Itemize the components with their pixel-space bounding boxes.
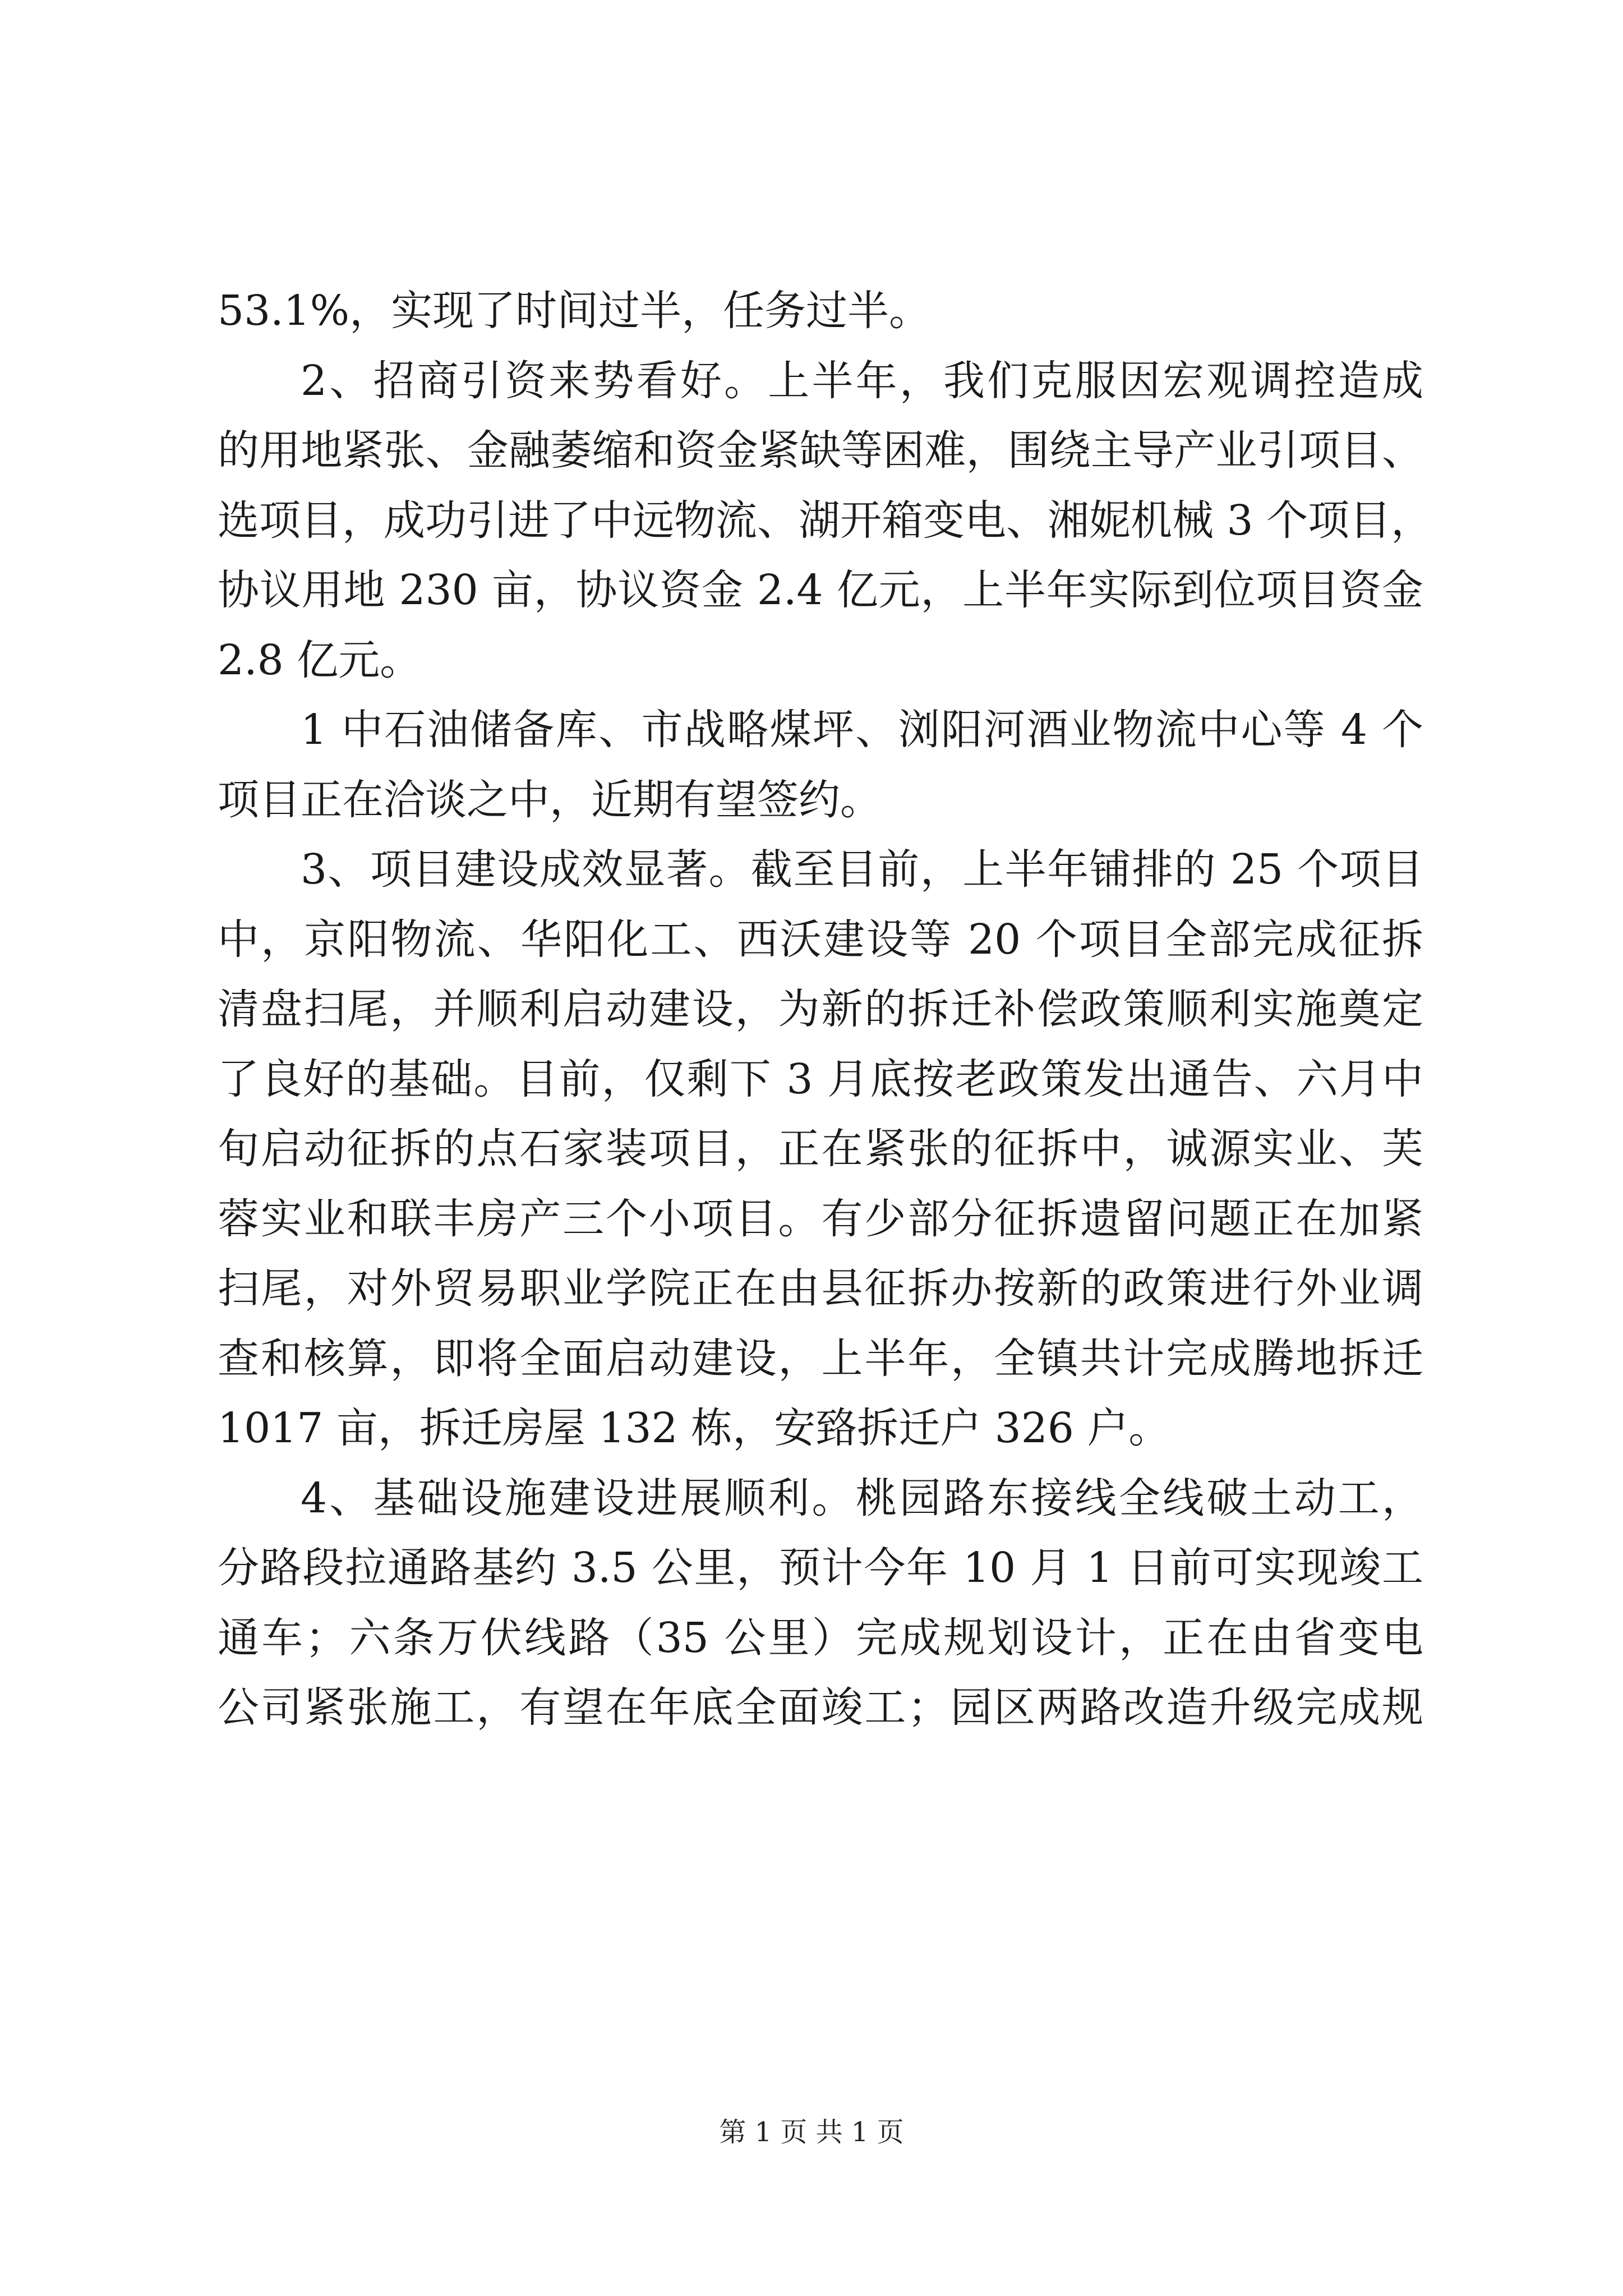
text-line: 的用地紧张、金融萎缩和资金紧缺等困难，围绕主导产业引项目、	[218, 426, 1423, 475]
text-line: 选项目，成功引进了中远物流、湖开箱变电、湘妮机械 3 个项目，	[218, 496, 1433, 545]
text-line: 公司紧张施工，有望在年底全面竣工；园区两路改造升级完成规	[218, 1683, 1423, 1732]
text-line: 1 中石油储备库、市战略煤坪、浏阳河酒业物流中心等 4 个	[301, 706, 1423, 754]
text-line: 2.8 亿元。	[218, 636, 422, 684]
text-line: 项目正在洽谈之中，近期有望签约。	[218, 775, 882, 824]
text-line: 53.1%，实现了时间过半，任务过半。	[218, 287, 931, 335]
text-line: 2、招商引资来势看好。上半年，我们克服因宏观调控造成	[301, 356, 1423, 405]
text-line: 蓉实业和联丰房产三个小项目。有少部分征拆遗留问题正在加紧	[218, 1194, 1423, 1243]
text-line: 3、项目建设成效显著。截至目前，上半年铺排的 25 个项目	[301, 845, 1423, 894]
text-line: 协议用地 230 亩，协议资金 2.4 亿元，上半年实际到位项目资金	[218, 566, 1423, 614]
text-line: 扫尾，对外贸易职业学院正在由县征拆办按新的政策进行外业调	[218, 1264, 1423, 1313]
text-line: 分路段拉通路基约 3.5 公里，预计今年 10 月 1 日前可实现竣工	[218, 1544, 1423, 1592]
text-line: 旬启动征拆的点石家装项目，正在紧张的征拆中，诚源实业、芙	[218, 1125, 1423, 1173]
text-line: 通车；六条万伏线路（35 公里）完成规划设计，正在由省变电	[218, 1613, 1423, 1662]
document-body	[218, 276, 1433, 1743]
text-line: 了良好的基础。目前，仅剩下 3 月底按老政策发出通告、六月中	[218, 1055, 1423, 1103]
text-line: 1017 亩，拆迁房屋 132 栋，安臵拆迁户 326 户。	[218, 1404, 1170, 1452]
text-line: 4、基础设施建设进展顺利。桃园路东接线全线破土动工，	[301, 1474, 1423, 1522]
text-line: 清盘扫尾，并顺利启动建设，为新的拆迁补偿政策顺利实施奠定	[218, 985, 1423, 1033]
text-line: 中，京阳物流、华阳化工、西沃建设等 20 个项目全部完成征拆	[218, 915, 1423, 964]
page-footer: 第 1 页 共 1 页	[719, 2116, 904, 2148]
text-line: 查和核算，即将全面启动建设，上半年，全镇共计完成腾地拆迁	[218, 1334, 1423, 1383]
